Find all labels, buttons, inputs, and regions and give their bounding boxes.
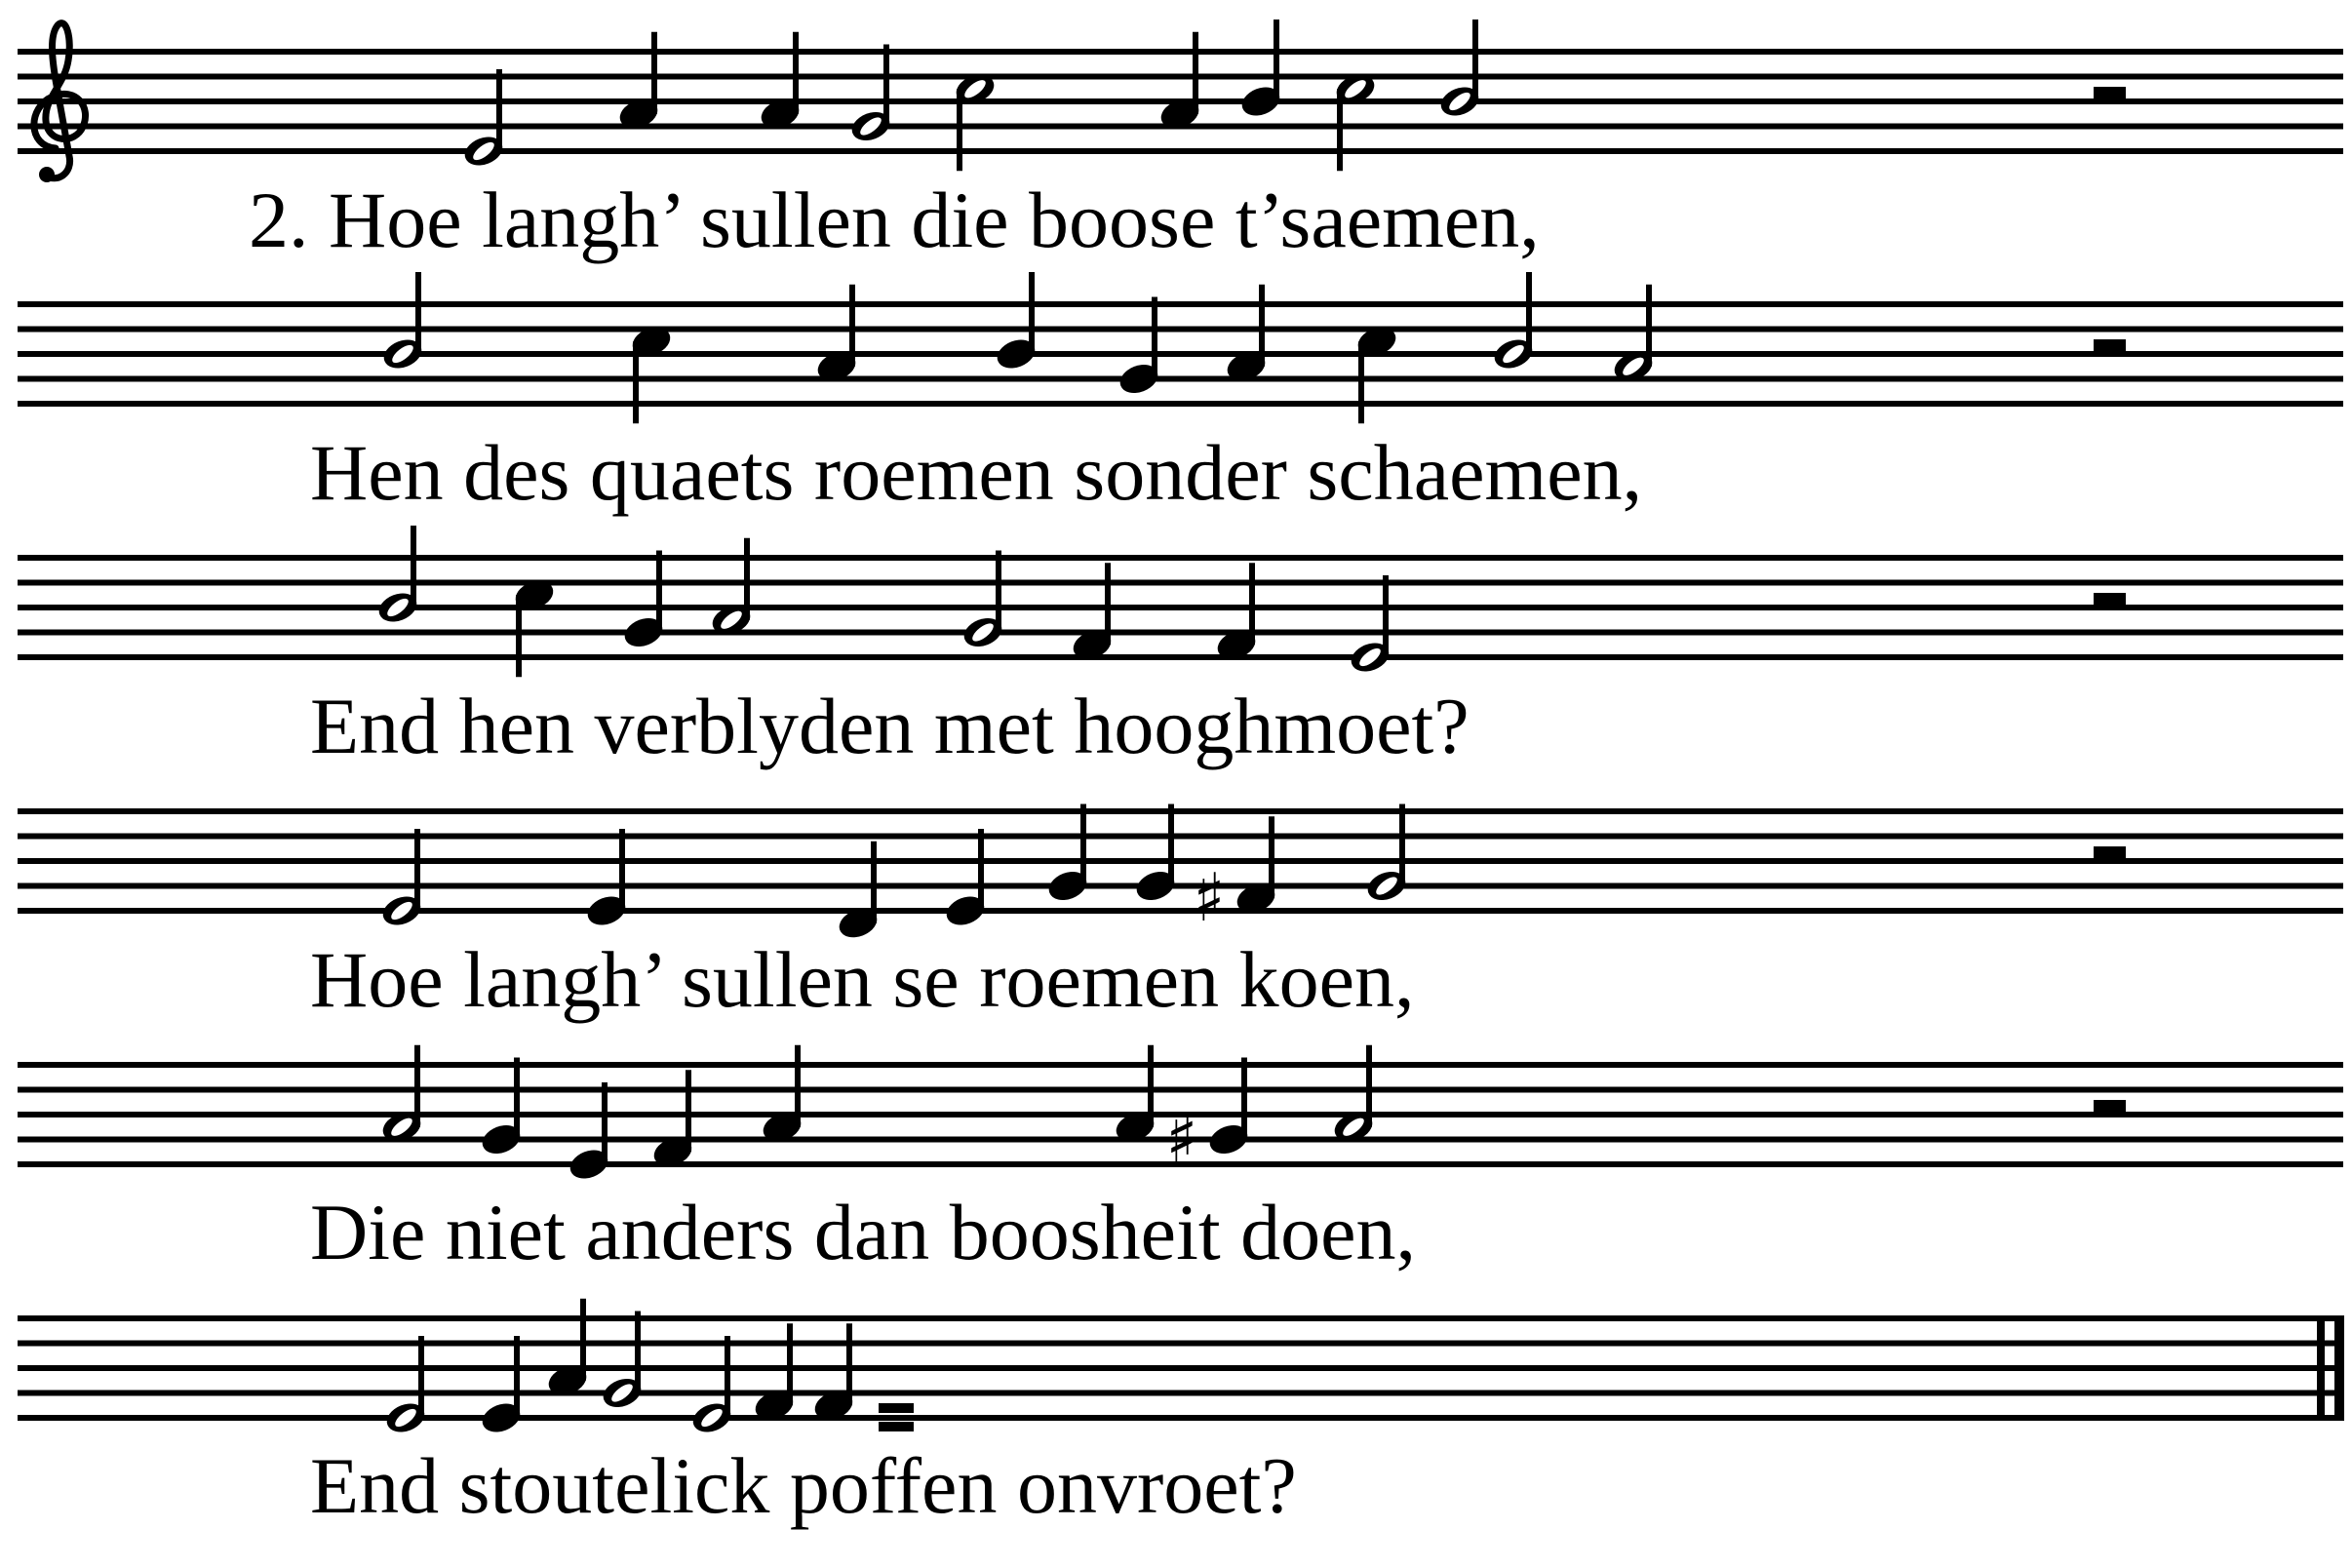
staff-line bbox=[18, 1062, 2343, 1068]
staff-line bbox=[18, 1087, 2343, 1093]
note-stem bbox=[996, 551, 1001, 633]
staff-line bbox=[18, 834, 2343, 840]
note-stem bbox=[651, 32, 657, 114]
staff-line bbox=[18, 883, 2343, 889]
note-stem bbox=[1366, 1045, 1372, 1127]
note-stem bbox=[787, 1323, 793, 1405]
staff-line bbox=[18, 1415, 2343, 1421]
note-stem bbox=[1399, 804, 1405, 886]
half-rest-icon bbox=[2094, 1100, 2126, 1112]
note-stem bbox=[602, 1082, 608, 1164]
note-stem bbox=[849, 285, 855, 367]
staff-line bbox=[18, 148, 2343, 154]
final-barline bbox=[2334, 1315, 2344, 1421]
staff-line bbox=[18, 1315, 2343, 1321]
staff-line bbox=[18, 1391, 2343, 1396]
lyric-line-2: Hen des quaets roemen sonder schaemen, bbox=[310, 428, 1643, 517]
lyric-line-1: 2. Hoe langh’ sullen die boose t’saemen, bbox=[249, 176, 1540, 264]
staff-line bbox=[18, 351, 2343, 357]
staff-line bbox=[18, 580, 2343, 586]
note-stem bbox=[871, 842, 877, 923]
note-stem bbox=[514, 1336, 520, 1418]
note-stem bbox=[1383, 575, 1389, 657]
note-stem bbox=[1241, 1058, 1247, 1140]
staff-line bbox=[18, 327, 2343, 333]
sharp-icon: ♯ bbox=[1193, 859, 1226, 937]
note-stem bbox=[795, 1045, 801, 1127]
note-stem bbox=[1249, 563, 1255, 645]
staff-line bbox=[18, 605, 2343, 610]
staff-line bbox=[18, 1365, 2343, 1371]
half-rest-icon bbox=[2094, 339, 2126, 351]
staff-line bbox=[18, 301, 2343, 307]
note-stem bbox=[1269, 816, 1274, 898]
staff-line bbox=[18, 376, 2343, 382]
lyric-line-5: Die niet anders dan boosheit doen, bbox=[310, 1188, 1417, 1276]
note-stem bbox=[656, 551, 662, 633]
treble-clef-icon bbox=[39, 167, 55, 182]
staff-line bbox=[18, 908, 2343, 914]
note-stem bbox=[744, 538, 750, 620]
note-stem bbox=[1152, 297, 1157, 379]
note-stem bbox=[1080, 804, 1086, 886]
half-rest-icon bbox=[2094, 87, 2126, 98]
staff-line bbox=[18, 1341, 2343, 1347]
note-stem bbox=[1148, 1045, 1154, 1127]
lyric-line-3: End hen verblyden met hooghmoet? bbox=[310, 682, 1470, 770]
note-stem bbox=[1526, 272, 1532, 354]
note-stem bbox=[415, 272, 421, 354]
longa-icon bbox=[879, 1422, 914, 1431]
half-rest-icon bbox=[2094, 593, 2126, 605]
note-stem bbox=[1105, 563, 1111, 645]
note-stem bbox=[516, 595, 522, 677]
staff-line bbox=[18, 858, 2343, 864]
note-stem bbox=[619, 829, 625, 911]
staff-line bbox=[18, 74, 2343, 80]
note-stem bbox=[1472, 20, 1478, 101]
note-stem bbox=[635, 1312, 641, 1393]
note-stem bbox=[1168, 804, 1174, 886]
note-stem bbox=[725, 1336, 730, 1418]
note-stem bbox=[1337, 89, 1343, 171]
staff-line bbox=[18, 654, 2343, 660]
note-stem bbox=[580, 1299, 586, 1381]
staff-line bbox=[18, 555, 2343, 561]
lyric-line-4: Hoe langh’ sullen se roemen koen, bbox=[310, 935, 1415, 1024]
staff-line bbox=[18, 49, 2343, 55]
note-stem bbox=[883, 45, 889, 127]
final-barline bbox=[2317, 1315, 2325, 1421]
note-stem bbox=[633, 341, 639, 423]
longa-icon bbox=[879, 1403, 914, 1413]
sharp-icon: ♯ bbox=[1165, 1101, 1198, 1178]
note-stem bbox=[1029, 272, 1035, 354]
lyric-line-6: End stoutelick poffen onvroet? bbox=[310, 1441, 1297, 1530]
staff-line bbox=[18, 808, 2343, 814]
note-stem bbox=[1274, 20, 1279, 101]
note-stem bbox=[418, 1336, 424, 1418]
note-stem bbox=[1646, 285, 1652, 367]
note-stem bbox=[846, 1323, 852, 1405]
note-stem bbox=[978, 829, 984, 911]
note-stem bbox=[414, 1045, 420, 1127]
note-stem bbox=[496, 69, 502, 151]
note-stem bbox=[514, 1058, 520, 1140]
note-stem bbox=[686, 1070, 691, 1152]
half-rest-icon bbox=[2094, 846, 2126, 858]
staff-line bbox=[18, 630, 2343, 636]
note-stem bbox=[1358, 341, 1364, 423]
note-stem bbox=[414, 829, 420, 911]
staff-line bbox=[18, 401, 2343, 407]
note-stem bbox=[1193, 32, 1198, 114]
note-stem bbox=[1259, 285, 1265, 367]
note-stem bbox=[957, 89, 962, 171]
note-stem bbox=[411, 526, 416, 608]
note-stem bbox=[793, 32, 799, 114]
treble-clef-icon bbox=[34, 23, 86, 178]
